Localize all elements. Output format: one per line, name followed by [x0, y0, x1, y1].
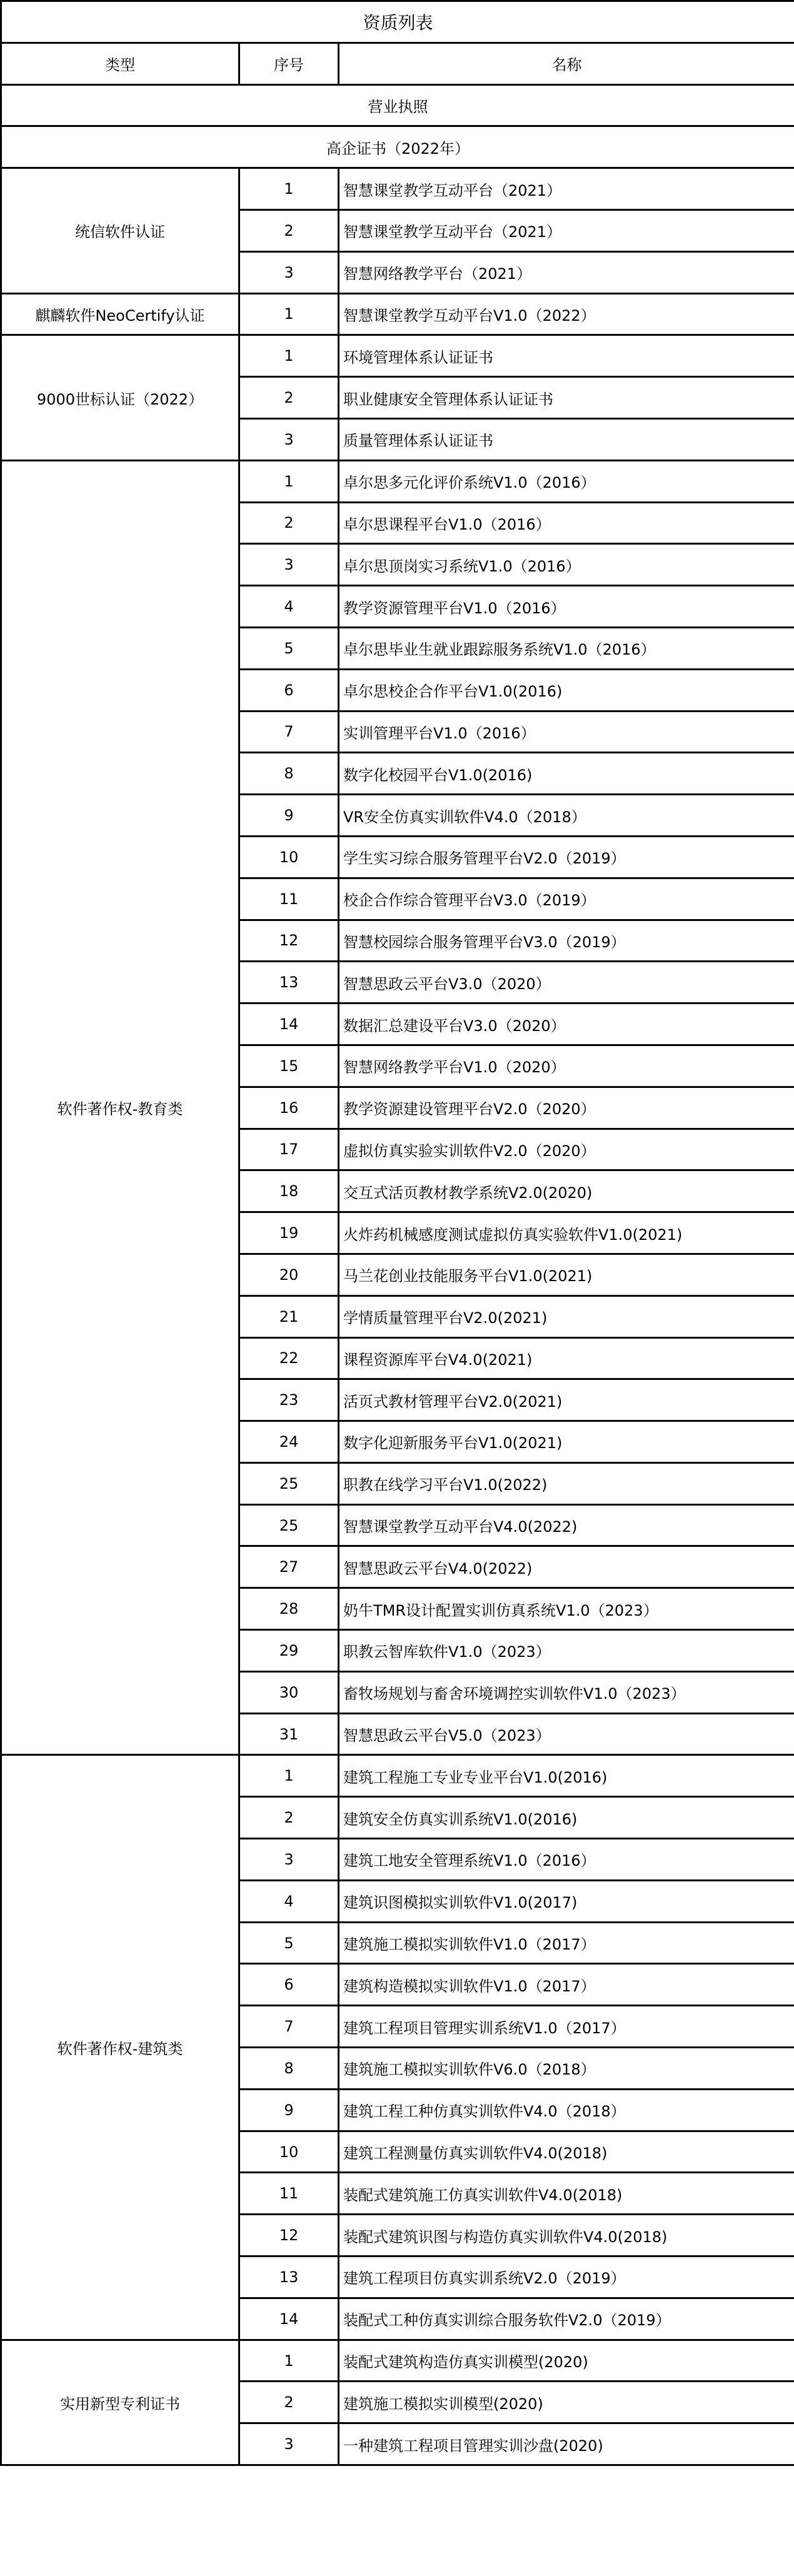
- name-cell: 教学资源建设管理平台V2.0（2020）: [339, 1087, 794, 1129]
- name-cell: 一种建筑工程项目管理实训沙盘(2020): [339, 2423, 794, 2465]
- name-cell: 职业健康安全管理体系认证证书: [339, 377, 794, 419]
- group-type-cell: 实用新型专利证书: [1, 2340, 239, 2465]
- seq-cell: 30: [239, 1671, 339, 1713]
- seq-cell: 1: [239, 335, 339, 377]
- name-cell: 建筑识图模拟实训软件V1.0(2017): [339, 1880, 794, 1922]
- name-cell: 数字化校园平台V1.0(2016): [339, 753, 794, 795]
- name-cell: 智慧思政云平台V4.0(2022): [339, 1546, 794, 1588]
- name-cell: 学情质量管理平台V2.0(2021): [339, 1296, 794, 1337]
- table-row: [1, 2340, 794, 2382]
- name-cell: 装配式建筑构造仿真实训模型(2020): [339, 2340, 794, 2382]
- seq-cell: 3: [239, 251, 339, 293]
- seq-cell: 2: [239, 2382, 339, 2423]
- seq-cell: 7: [239, 711, 339, 753]
- seq-cell: 31: [239, 1713, 339, 1755]
- name-cell: 质量管理体系认证证书: [339, 418, 794, 460]
- seq-cell: 25: [239, 1462, 339, 1504]
- seq-cell: 13: [239, 2257, 339, 2298]
- name-cell: 实训管理平台V1.0（2016）: [339, 711, 794, 753]
- seq-cell: 2: [239, 377, 339, 419]
- seq-cell: 8: [239, 2048, 339, 2090]
- seq-cell: 22: [239, 1337, 339, 1379]
- group-type-cell: 9000世标认证（2022）: [1, 335, 239, 460]
- name-cell: 智慧网络教学平台V1.0（2020）: [339, 1045, 794, 1087]
- name-cell: 建筑施工模拟实训模型(2020): [339, 2382, 794, 2423]
- seq-cell: 4: [239, 1880, 339, 1922]
- name-cell: 职教云智库软件V1.0（2023）: [339, 1630, 794, 1672]
- name-cell: 学生实习综合服务管理平台V2.0（2019）: [339, 836, 794, 878]
- name-cell: 数据汇总建设平台V3.0（2020）: [339, 1004, 794, 1045]
- group-type-cell: 麒麟软件NeoCertify认证: [1, 293, 239, 335]
- name-cell: 建筑工程工种仿真实训软件V4.0（2018）: [339, 2089, 794, 2131]
- seq-cell: 1: [239, 293, 339, 335]
- table-title: 资质列表: [1, 1, 794, 43]
- name-cell: 装配式工种仿真实训综合服务软件V2.0（2019）: [339, 2298, 794, 2340]
- full-row-business-license: [1, 84, 794, 126]
- seq-cell: 4: [239, 586, 339, 628]
- seq-cell: 11: [239, 878, 339, 920]
- seq-cell: 14: [239, 1004, 339, 1045]
- seq-cell: 28: [239, 1588, 339, 1630]
- header-name: 名称: [339, 43, 794, 84]
- seq-cell: 18: [239, 1170, 339, 1212]
- seq-cell: 5: [239, 1922, 339, 1964]
- seq-cell: 20: [239, 1254, 339, 1296]
- table-row: [1, 293, 794, 335]
- name-cell: 智慧课堂教学互动平台V1.0（2022）: [339, 293, 794, 335]
- name-cell: 课程资源库平台V4.0(2021): [339, 1337, 794, 1379]
- seq-cell: 17: [239, 1129, 339, 1170]
- name-cell: 交互式活页教材教学系统V2.0(2020): [339, 1170, 794, 1212]
- name-cell: 建筑工程项目仿真实训系统V2.0（2019）: [339, 2257, 794, 2298]
- seq-cell: 2: [239, 502, 339, 544]
- header-row: [1, 43, 794, 84]
- seq-cell: 2: [239, 209, 339, 251]
- title-row: [1, 1, 794, 43]
- seq-cell: 13: [239, 962, 339, 1004]
- seq-cell: 21: [239, 1296, 339, 1337]
- name-cell: 智慧网络教学平台（2021）: [339, 251, 794, 293]
- name-cell: 智慧思政云平台V3.0（2020）: [339, 962, 794, 1004]
- group-type-cell: 软件著作权-建筑类: [1, 1755, 239, 2340]
- seq-cell: 11: [239, 2173, 339, 2215]
- seq-cell: 23: [239, 1379, 339, 1421]
- seq-cell: 5: [239, 627, 339, 669]
- seq-cell: 12: [239, 2215, 339, 2257]
- seq-cell: 29: [239, 1630, 339, 1672]
- seq-cell: 27: [239, 1546, 339, 1588]
- name-cell: 建筑施工模拟实训软件V6.0（2018）: [339, 2048, 794, 2090]
- table-row: [1, 1755, 794, 1797]
- name-cell: 建筑工程项目管理实训系统V1.0（2017）: [339, 2006, 794, 2048]
- seq-cell: 14: [239, 2298, 339, 2340]
- name-cell: 建筑工地安全管理系统V1.0（2016）: [339, 1839, 794, 1881]
- seq-cell: 1: [239, 460, 339, 502]
- seq-cell: 6: [239, 669, 339, 711]
- group-type-cell: 软件著作权-教育类: [1, 460, 239, 1755]
- seq-cell: 3: [239, 544, 339, 586]
- seq-cell: 16: [239, 1087, 339, 1129]
- name-cell: 卓尔思多元化评价系统V1.0（2016）: [339, 460, 794, 502]
- name-cell: 建筑工程施工专业专业平台V1.0(2016): [339, 1755, 794, 1797]
- seq-cell: 3: [239, 1839, 339, 1881]
- name-cell: 建筑工程测量仿真实训软件V4.0(2018): [339, 2131, 794, 2173]
- seq-cell: 1: [239, 168, 339, 210]
- full-row-high-tech-cert: [1, 126, 794, 168]
- table-row: [1, 168, 794, 210]
- seq-cell: 2: [239, 1797, 339, 1839]
- name-cell: 奶牛TMR设计配置实训仿真系统V1.0（2023）: [339, 1588, 794, 1630]
- name-cell: 建筑安全仿真实训系统V1.0(2016): [339, 1797, 794, 1839]
- full-row-cell: 高企证书（2022年）: [1, 126, 794, 168]
- name-cell: 卓尔思课程平台V1.0（2016）: [339, 502, 794, 544]
- seq-cell: 9: [239, 795, 339, 837]
- seq-cell: 1: [239, 1755, 339, 1797]
- name-cell: 智慧校园综合服务管理平台V3.0（2019）: [339, 920, 794, 962]
- name-cell: 智慧课堂教学互动平台V4.0(2022): [339, 1504, 794, 1546]
- name-cell: 活页式教材管理平台V2.0(2021): [339, 1379, 794, 1421]
- name-cell: 建筑构造模拟实训软件V1.0（2017）: [339, 1964, 794, 2006]
- seq-cell: 25: [239, 1504, 339, 1546]
- name-cell: 畜牧场规划与畜舍环境调控实训软件V1.0（2023）: [339, 1671, 794, 1713]
- name-cell: 职教在线学习平台V1.0(2022): [339, 1462, 794, 1504]
- name-cell: 火炸药机械感度测试虚拟仿真实验软件V1.0(2021): [339, 1212, 794, 1254]
- name-cell: 装配式建筑识图与构造仿真实训软件V4.0(2018): [339, 2215, 794, 2257]
- name-cell: 卓尔思顶岗实习系统V1.0（2016）: [339, 544, 794, 586]
- seq-cell: 6: [239, 1964, 339, 2006]
- table-row: [1, 335, 794, 377]
- group-type-cell: 统信软件认证: [1, 168, 239, 293]
- name-cell: 虚拟仿真实验实训软件V2.0（2020）: [339, 1129, 794, 1170]
- name-cell: 卓尔思毕业生就业跟踪服务系统V1.0（2016）: [339, 627, 794, 669]
- name-cell: 校企合作综合管理平台V3.0（2019）: [339, 878, 794, 920]
- seq-cell: 19: [239, 1212, 339, 1254]
- seq-cell: 3: [239, 418, 339, 460]
- name-cell: VR安全仿真实训软件V4.0（2018）: [339, 795, 794, 837]
- name-cell: 环境管理体系认证证书: [339, 335, 794, 377]
- name-cell: 马兰花创业技能服务平台V1.0(2021): [339, 1254, 794, 1296]
- full-row-cell: 营业执照: [1, 84, 794, 126]
- name-cell: 教学资源管理平台V1.0（2016）: [339, 586, 794, 628]
- seq-cell: 24: [239, 1421, 339, 1463]
- seq-cell: 15: [239, 1045, 339, 1087]
- seq-cell: 9: [239, 2089, 339, 2131]
- name-cell: 卓尔思校企合作平台V1.0(2016): [339, 669, 794, 711]
- seq-cell: 7: [239, 2006, 339, 2048]
- name-cell: 装配式建筑施工仿真实训软件V4.0(2018): [339, 2173, 794, 2215]
- name-cell: 智慧思政云平台V5.0（2023）: [339, 1713, 794, 1755]
- name-cell: 数字化迎新服务平台V1.0(2021): [339, 1421, 794, 1463]
- seq-cell: 1: [239, 2340, 339, 2382]
- name-cell: 智慧课堂教学互动平台（2021）: [339, 209, 794, 251]
- table-row: [1, 460, 794, 502]
- seq-cell: 12: [239, 920, 339, 962]
- seq-cell: 10: [239, 2131, 339, 2173]
- seq-cell: 10: [239, 836, 339, 878]
- name-cell: 建筑施工模拟实训软件V1.0（2017）: [339, 1922, 794, 1964]
- name-cell: 智慧课堂教学互动平台（2021）: [339, 168, 794, 210]
- seq-cell: 3: [239, 2423, 339, 2465]
- seq-cell: 8: [239, 753, 339, 795]
- header-seq: 序号: [239, 43, 339, 84]
- header-type: 类型: [1, 43, 239, 84]
